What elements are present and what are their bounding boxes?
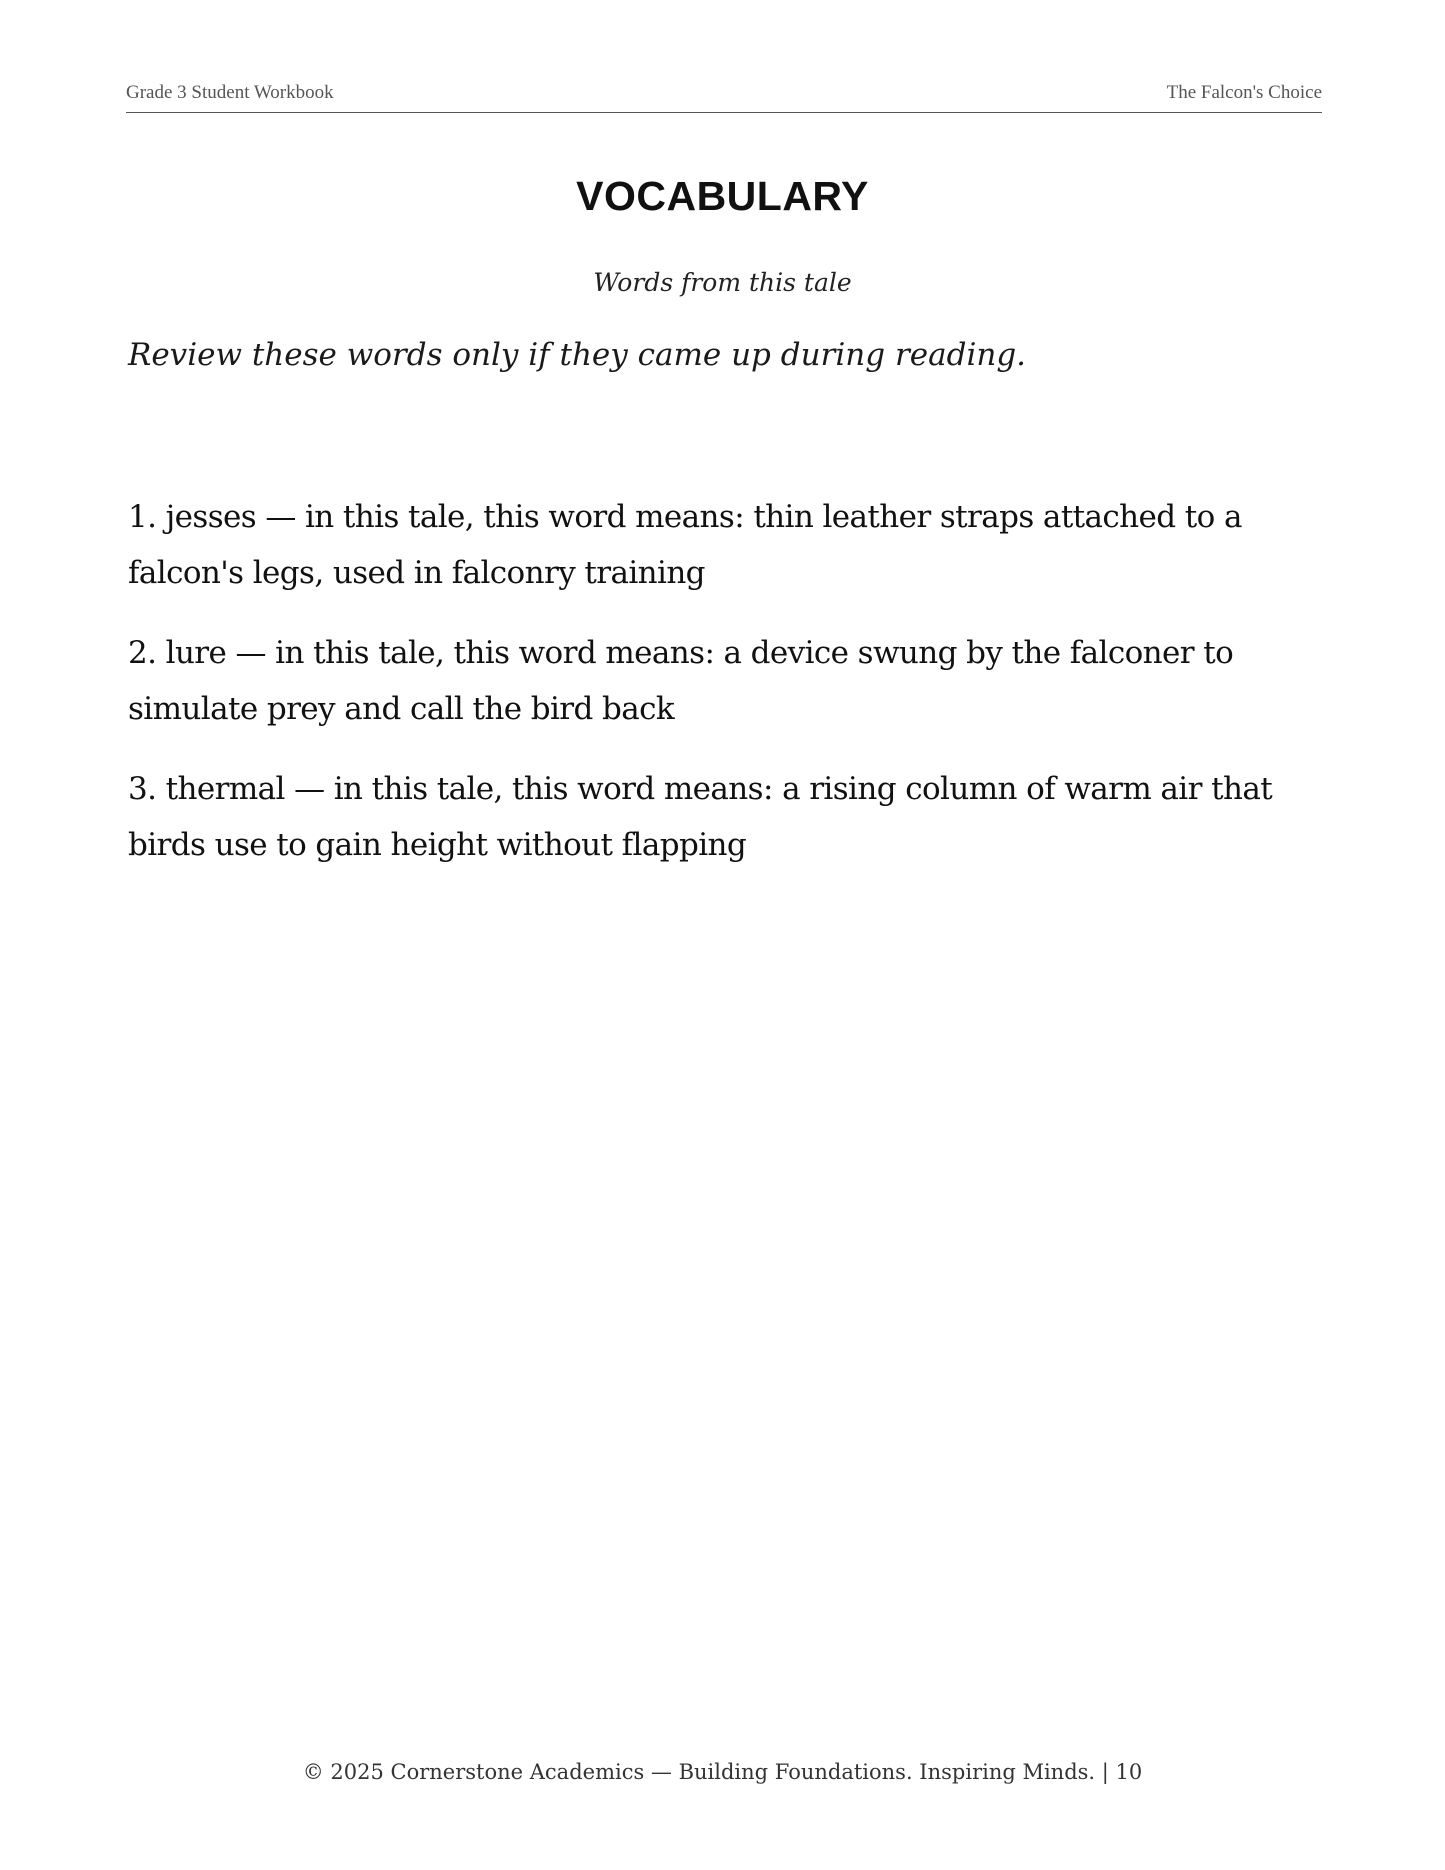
page-subtitle: Words from this tale (593, 268, 852, 297)
vocabulary-item: 1. jesses — in this tale, this word means: thin leather straps attached to a falcon's legs, used in falconry training (128, 499, 1242, 591)
vocabulary-list (128, 489, 1328, 897)
vocabulary-item: 2. lure — in this tale, this word means: a device swung by the falconer to simulate prey and call the bird back (128, 635, 1234, 727)
page-title: VOCABULARY (576, 173, 869, 219)
page-footer: © 2025 Cornerstone Academics — Building Foundations. Inspiring Minds. | 10 (302, 1760, 1143, 1784)
vocabulary-item: 3. thermal — in this tale, this word means: a rising column of warm air that birds use to gain height without flapping (128, 771, 1273, 863)
instruction-text: Review these words only if they came up during reading. (128, 337, 1027, 373)
running-header (126, 82, 1322, 113)
header-workbook-label: Grade 3 Student Workbook (126, 82, 334, 103)
header-story-title: The Falcon's Choice (1166, 82, 1322, 103)
